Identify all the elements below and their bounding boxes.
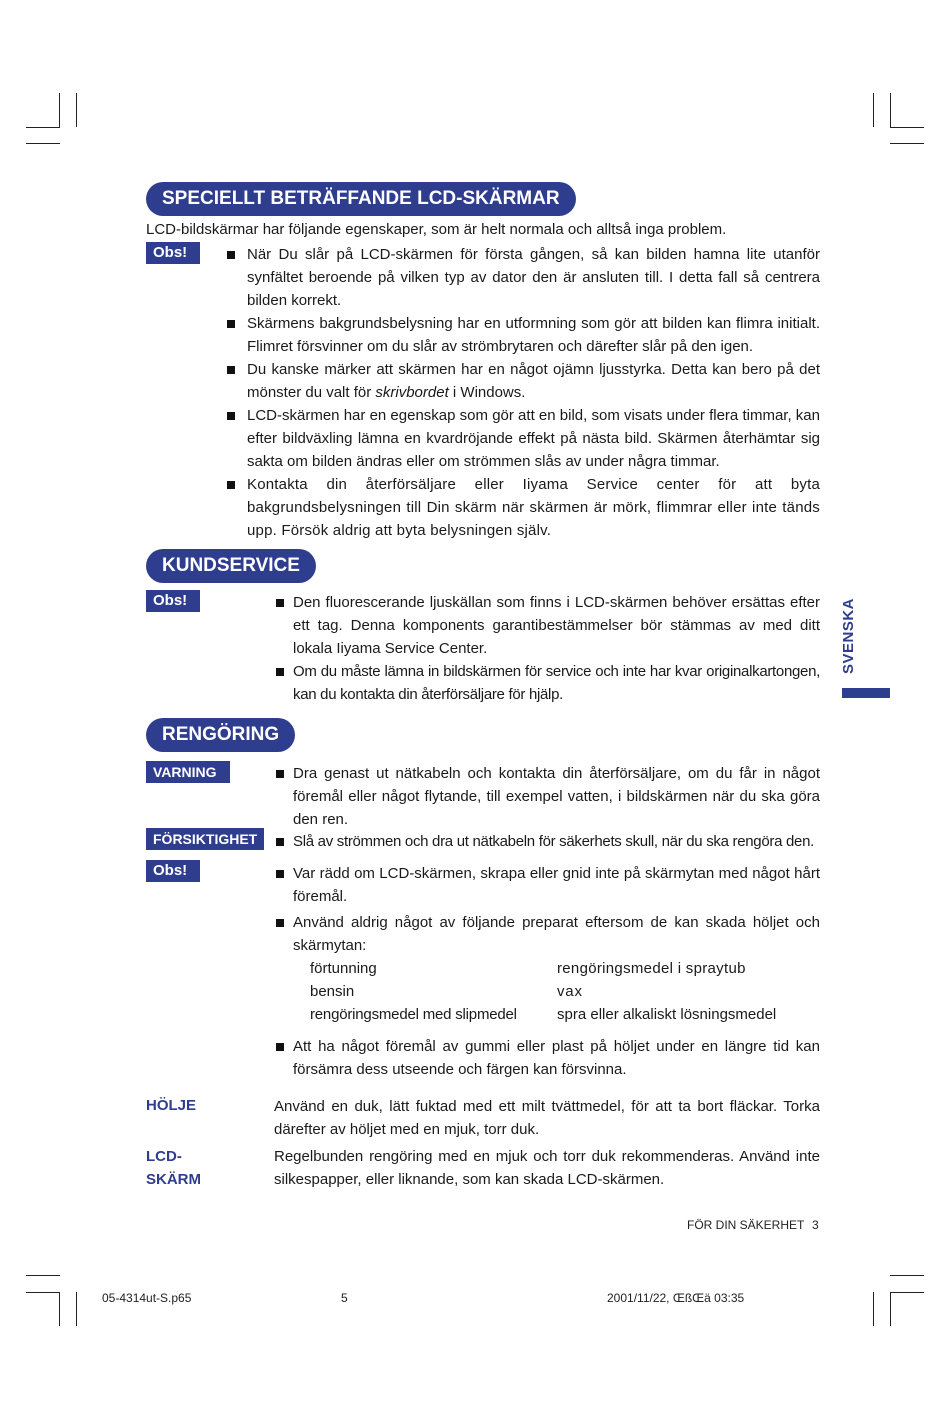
section-heading-lcd: SPECIELLT BETRÄFFANDE LCD-SKÄRMAR: [146, 182, 576, 216]
bullet-icon: [276, 599, 284, 607]
bullet-icon: [227, 481, 235, 489]
lcd-label-line1: LCD-: [146, 1148, 182, 1165]
crop-mark: [890, 1292, 924, 1293]
crop-mark: [26, 127, 60, 128]
obs-tag: Obs!: [146, 242, 200, 264]
crop-mark: [890, 93, 891, 127]
bullet-icon: [227, 366, 235, 374]
list-item: Kontakta din återförsäljare eller Iiyama Service center för att byta bakgrundsbelysningen till Din skärm när skärmen är mörk, flimmrar eller inte tänds upp. Försök aldrig att byta belysningen själv.: [247, 473, 820, 542]
lcd-notes-list: [247, 243, 820, 542]
bullet-icon: [227, 320, 235, 328]
list-item: Den fluorescerande ljuskällan som finns i LCD-skärmen behöver ersättas efter ett tag. Denna komponents garantibestämmelser bör stämmas av med ditt lokala Iiyama Service Center.: [293, 591, 820, 660]
cleaning-note-1: Var rädd om LCD-skärmen, skrapa eller gnid inte på skärmytan med något hårt föremål.: [293, 862, 820, 908]
agent-cell: rengöringsmedel med slipmedel: [310, 1006, 517, 1023]
intro-text: LCD-bildskärmar har följande egenskaper, som är helt normala och alltså inga problem.: [146, 221, 727, 238]
bullet-icon: [227, 412, 235, 420]
crop-mark: [26, 1275, 60, 1276]
list-item: När Du slår på LCD-skärmen för första gången, så kan bilden hamna lite utanför synfältet beroende på vilken typ av dator den är ansluten till. I detta fall så centrera bilden korrekt.: [247, 243, 820, 312]
crop-mark: [890, 1275, 924, 1276]
caution-tag: FÖRSIKTIGHET: [146, 828, 264, 850]
warning-tag: VARNING: [146, 761, 230, 783]
crop-mark: [76, 93, 77, 127]
agent-cell: förtunning: [310, 960, 377, 977]
slug-page: 5: [341, 1291, 348, 1305]
list-item: Om du måste lämna in bildskärmen för service och inte har kvar originalkartongen, kan du kontakta din återförsäljare för hjälp.: [293, 660, 820, 706]
holje-text: Använd en duk, lätt fuktad med ett milt tvättmedel, för att ta bort fläckar. Torka därefter av höljet med en mjuk, torr duk.: [274, 1098, 820, 1138]
lcd-label-line2: SKÄRM: [146, 1171, 201, 1188]
crop-mark: [890, 127, 924, 128]
bullet-icon: [276, 770, 284, 778]
service-notes-list: [293, 591, 820, 706]
crop-mark: [873, 93, 874, 127]
obs-tag: Obs!: [146, 590, 200, 612]
bullet-icon: [276, 1043, 284, 1051]
crop-mark: [76, 1292, 77, 1326]
slug-date: 2001/11/22, ŒßŒä 03:35: [607, 1291, 745, 1305]
agent-cell: rengöringsmedel i spraytub: [557, 960, 746, 977]
footer-label: FÖR DIN SÄKERHET: [687, 1218, 805, 1232]
cleaning-note-2: Använd aldrig något av följande preparat eftersom de kan skada höljet och skärmytan:: [293, 911, 820, 957]
agent-cell: spra eller alkaliskt lösningsmedel: [557, 1006, 777, 1023]
page-number: 3: [812, 1218, 819, 1232]
holje-label: HÖLJE: [146, 1097, 197, 1114]
obs-tag: Obs!: [146, 860, 200, 882]
crop-mark: [26, 143, 60, 144]
caution-item: Slå av strömmen och dra ut nätkabeln för säkerhets skull, när du ska rengöra den.: [293, 830, 833, 853]
slug-file: 05-4314ut-S.p65: [102, 1291, 192, 1305]
language-tab: SVENSKA: [840, 598, 857, 675]
bullet-icon: [276, 668, 284, 676]
cleaning-note-3: Att ha något föremål av gummi eller plast på höljet under en längre tid kan försämra dess utseende och färgen kan försvinna.: [293, 1035, 820, 1081]
crop-mark: [59, 93, 60, 127]
bullet-icon: [227, 251, 235, 259]
warning-item: Dra genast ut nätkabeln och kontakta din återförsäljare, om du får in något föremål eller något flytande, till exempel vatten, i bildskärmen när du ska göra den ren.: [293, 762, 820, 831]
crop-mark: [890, 1292, 891, 1326]
bullet-icon: [276, 870, 284, 878]
bullet-icon: [276, 838, 284, 846]
list-item: Skärmens bakgrundsbelysning har en utformning som gör att bilden kan flimra initialt. Flimret försvinner om du slår av strömbrytaren och därefter slår på den igen.: [247, 312, 820, 358]
crop-mark: [890, 143, 924, 144]
agent-cell: vax: [557, 983, 583, 1000]
section-heading-service: KUNDSERVICE: [146, 549, 316, 583]
crop-mark: [26, 1292, 60, 1293]
section-heading-cleaning: RENGÖRING: [146, 718, 295, 752]
list-item: Du kanske märker att skärmen har en något ojämn ljusstyrka. Detta kan bero på det mönster du valt för skrivbordet i Windows.: [247, 358, 820, 404]
agent-cell: bensin: [310, 983, 355, 1000]
bullet-icon: [276, 919, 284, 927]
crop-mark: [59, 1292, 60, 1326]
language-tab-bar: [842, 688, 890, 698]
crop-mark: [873, 1292, 874, 1326]
lcd-text: Regelbunden rengöring med en mjuk och torr duk rekommenderas. Använd inte silkespapper, eller liknande, som kan skada LCD-skärmen.: [274, 1148, 820, 1188]
list-item: LCD-skärmen har en egenskap som gör att en bild, som visats under flera timmar, kan efter bildväxling lämna en kvardröjande effekt på nästa bild. Skärmen återhämtar sig sakta om bilden ändras eller om strömmen slås av under några timmar.: [247, 404, 820, 473]
